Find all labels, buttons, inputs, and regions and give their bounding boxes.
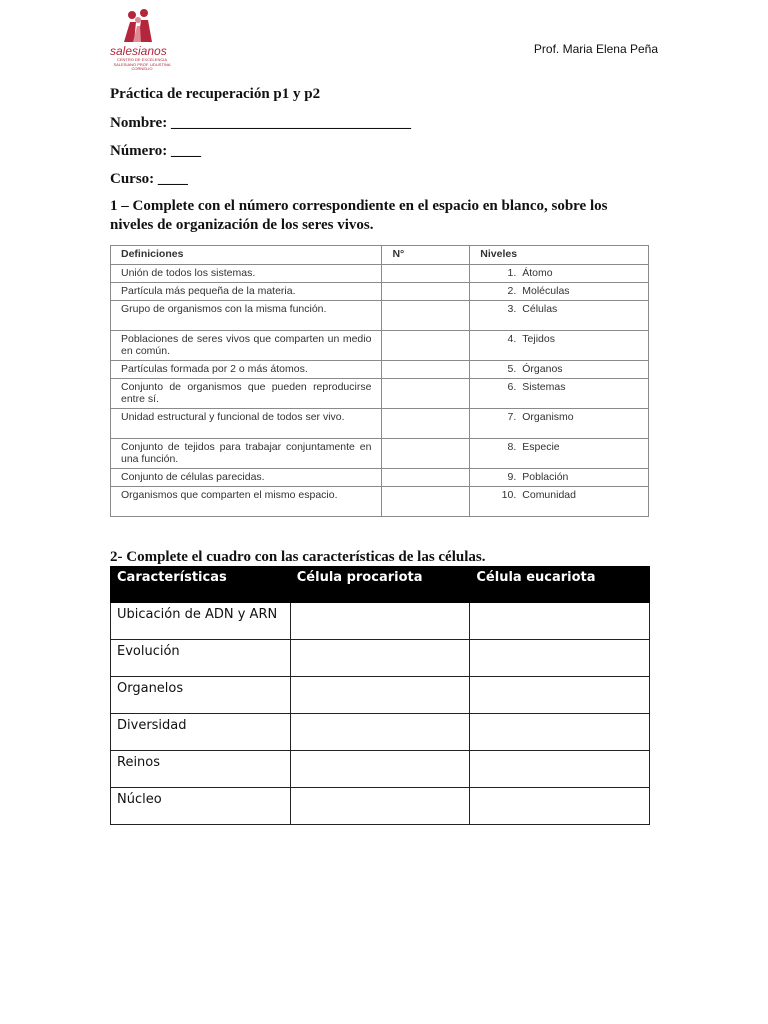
table-row <box>111 469 649 487</box>
level-number: 1. <box>507 267 517 279</box>
question-1: 1 – Complete con el número correspondiente en el espacio en blanco, sobre los niveles de organización de los seres vivos. <box>110 198 608 233</box>
characteristic-cell: Reinos <box>111 751 291 788</box>
table-row <box>111 409 649 439</box>
eucariota-answer-cell[interactable] <box>470 677 650 714</box>
level-number: 7. <box>507 411 517 423</box>
level-number: 6. <box>507 381 517 393</box>
level-cell <box>470 283 649 301</box>
procariota-answer-cell[interactable] <box>290 603 470 640</box>
level-cell <box>470 361 649 379</box>
definition-cell: Conjunto de organismos que pueden reproducirse entre sí. <box>111 379 382 409</box>
numero-field[interactable]: Número: ____ <box>110 143 201 159</box>
eucariota-answer-cell[interactable] <box>470 788 650 825</box>
logo-name: salesianos <box>110 44 167 58</box>
characteristic-cell: Núcleo <box>111 788 291 825</box>
salesianos-logo-icon <box>108 8 174 48</box>
answer-cell[interactable] <box>382 469 470 487</box>
level-cell <box>470 379 649 409</box>
level-cell <box>470 439 649 469</box>
definition-cell: Unidad estructural y funcional de todos ser vivo. <box>111 409 382 439</box>
level-label: Átomo <box>522 267 553 279</box>
answer-cell[interactable] <box>382 379 470 409</box>
answer-cell[interactable] <box>382 487 470 517</box>
teacher-name: Prof. Maria Elena Peña <box>533 42 658 56</box>
level-label: Órganos <box>522 363 563 375</box>
level-number: 4. <box>507 333 517 345</box>
definition-cell: Organismos que comparten el mismo espacio. <box>111 487 382 517</box>
definition-cell: Poblaciones de seres vivos que comparten un medio en común. <box>111 331 382 361</box>
table-row <box>111 788 650 825</box>
curso-field[interactable]: Curso: ____ <box>110 171 188 187</box>
table-row <box>111 603 650 640</box>
table-row <box>111 265 649 283</box>
characteristic-cell: Evolución <box>111 640 291 677</box>
answer-cell[interactable] <box>382 301 470 331</box>
level-number: 2. <box>507 285 517 297</box>
answer-cell[interactable] <box>382 265 470 283</box>
header-numero: N° <box>382 246 470 265</box>
answer-cell[interactable] <box>382 409 470 439</box>
procariota-answer-cell[interactable] <box>290 788 470 825</box>
answer-cell[interactable] <box>382 439 470 469</box>
level-cell <box>470 331 649 361</box>
eucariota-answer-cell[interactable] <box>470 751 650 788</box>
answer-cell[interactable] <box>382 283 470 301</box>
answer-cell[interactable] <box>382 331 470 361</box>
eucariota-answer-cell[interactable] <box>470 603 650 640</box>
definition-cell: Grupo de organismos con la misma función. <box>111 301 382 331</box>
level-cell <box>470 265 649 283</box>
nombre-field[interactable]: Nombre: ________________________________ <box>110 115 411 131</box>
table-row <box>111 361 649 379</box>
eucariota-answer-cell[interactable] <box>470 640 650 677</box>
level-number: 10. <box>501 489 517 501</box>
level-label: Organismo <box>522 411 574 423</box>
header-definiciones: Definiciones <box>111 246 382 265</box>
level-number: 8. <box>507 441 517 453</box>
level-number: 3. <box>507 303 517 315</box>
levels-table-header <box>111 246 649 265</box>
procariota-answer-cell[interactable] <box>290 640 470 677</box>
level-label: Comunidad <box>522 489 576 501</box>
characteristic-cell: Organelos <box>111 677 291 714</box>
level-label: Tejidos <box>522 333 555 345</box>
document-title: Práctica de recuperación p1 y p2 <box>110 86 321 102</box>
table-row <box>111 714 650 751</box>
table-row <box>111 439 649 469</box>
level-label: Población <box>522 471 569 483</box>
eucariota-answer-cell[interactable] <box>470 714 650 751</box>
characteristic-cell: Ubicación de ADN y ARN <box>111 603 291 640</box>
level-label: Células <box>522 303 558 315</box>
header-niveles: Niveles <box>470 246 649 265</box>
procariota-answer-cell[interactable] <box>290 714 470 751</box>
table-row <box>111 640 650 677</box>
definition-cell: Conjunto de células parecidas. <box>111 469 382 487</box>
question-2: 2- Complete el cuadro con las características de las células. <box>110 549 486 565</box>
levels-table <box>110 245 649 517</box>
table-row <box>111 331 649 361</box>
procariota-answer-cell[interactable] <box>290 751 470 788</box>
level-label: Sistemas <box>522 381 566 393</box>
level-cell <box>470 409 649 439</box>
characteristic-cell: Diversidad <box>111 714 291 751</box>
table-row <box>111 487 649 517</box>
procariota-answer-cell[interactable] <box>290 677 470 714</box>
logo-subtitle: CENTRO DE EXCELENCIA SALESIANO PROF. UDUSTINA CORNELIO <box>113 57 171 71</box>
level-cell <box>470 301 649 331</box>
definition-cell: Partículas formada por 2 o más átomos. <box>111 361 382 379</box>
answer-cell[interactable] <box>382 361 470 379</box>
definition-cell: Unión de todos los sistemas. <box>111 265 382 283</box>
table-row <box>111 751 650 788</box>
table-row <box>111 283 649 301</box>
cells-table-header <box>111 567 650 603</box>
level-cell <box>470 469 649 487</box>
definition-cell: Conjunto de tejidos para trabajar conjuntamente en una función. <box>111 439 382 469</box>
level-number: 5. <box>507 363 517 375</box>
header-caracteristicas: Características <box>111 567 291 603</box>
level-label: Moléculas <box>522 285 570 297</box>
level-number: 9. <box>507 471 517 483</box>
table-row <box>111 677 650 714</box>
level-cell <box>470 487 649 517</box>
table-row <box>111 379 649 409</box>
header-procariota: Célula procariota <box>290 567 470 603</box>
cells-table <box>110 566 650 825</box>
header-eucariota: Célula eucariota <box>470 567 650 603</box>
table-row <box>111 301 649 331</box>
definition-cell: Partícula más pequeña de la materia. <box>111 283 382 301</box>
level-label: Especie <box>522 441 560 453</box>
